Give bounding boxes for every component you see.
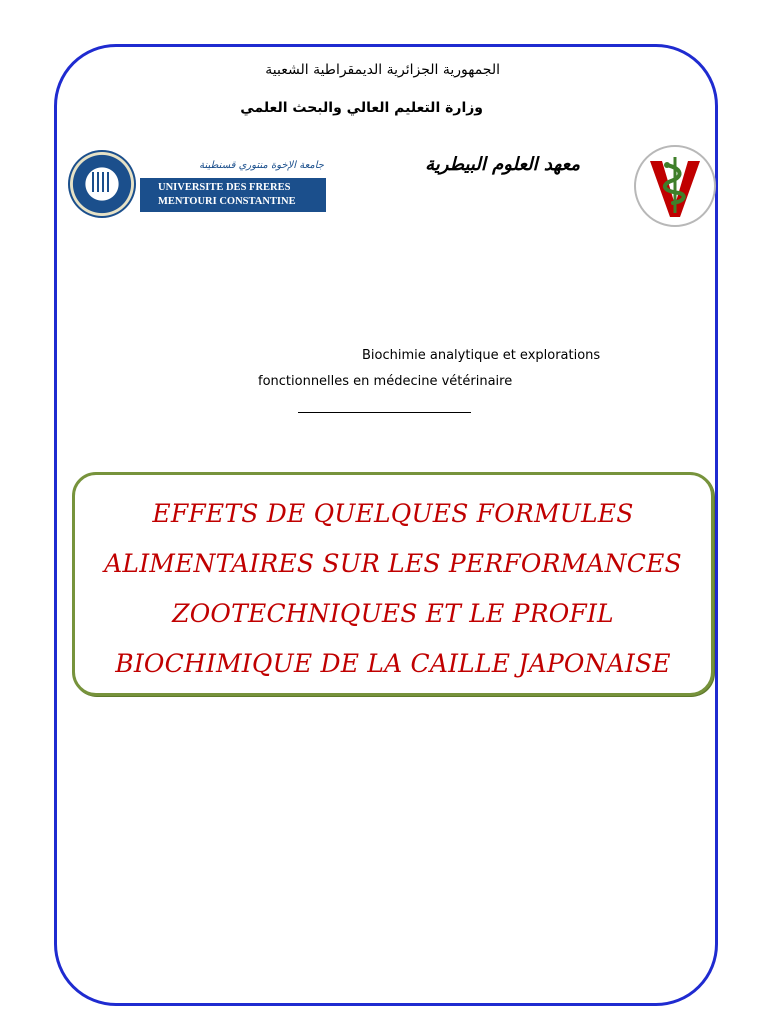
veterinary-logo bbox=[634, 145, 716, 227]
university-seal-icon bbox=[68, 150, 136, 218]
republic-heading: الجمهورية الجزائرية الديمقراطية الشعبية bbox=[265, 62, 500, 78]
subtitle-line-1: Biochimie analytique et explorations bbox=[362, 348, 601, 363]
thesis-title-box bbox=[72, 472, 714, 696]
university-banner-line1: UNIVERSITE DES FRERES bbox=[158, 182, 291, 193]
university-banner-line2: MENTOURI CONSTANTINE bbox=[158, 196, 296, 207]
thesis-title-line-3: ZOOTECHNIQUES ET LE PROFIL bbox=[172, 599, 614, 628]
thesis-title-line-4: BIOCHIMIQUE DE LA CAILLE JAPONAISE bbox=[115, 649, 671, 678]
separator-line bbox=[298, 412, 471, 413]
thesis-title-line-1: EFFETS DE QUELQUES FORMULES bbox=[152, 499, 634, 528]
subtitle-line-2: fonctionnelles en médecine vétérinaire bbox=[258, 374, 513, 389]
university-logo bbox=[68, 150, 326, 218]
institute-heading: معهد العلوم البيطرية bbox=[425, 154, 580, 175]
ministry-heading: وزارة التعليم العالي والبحث العلمي bbox=[240, 100, 483, 116]
university-arabic-name: جامعة الإخوة منتوري قسنطينة bbox=[199, 160, 324, 171]
thesis-title-line-2: ALIMENTAIRES SUR LES PERFORMANCES bbox=[104, 549, 682, 578]
veterinary-caduceus-icon bbox=[636, 147, 714, 225]
thesis-title bbox=[75, 489, 711, 689]
university-banner bbox=[140, 178, 326, 212]
